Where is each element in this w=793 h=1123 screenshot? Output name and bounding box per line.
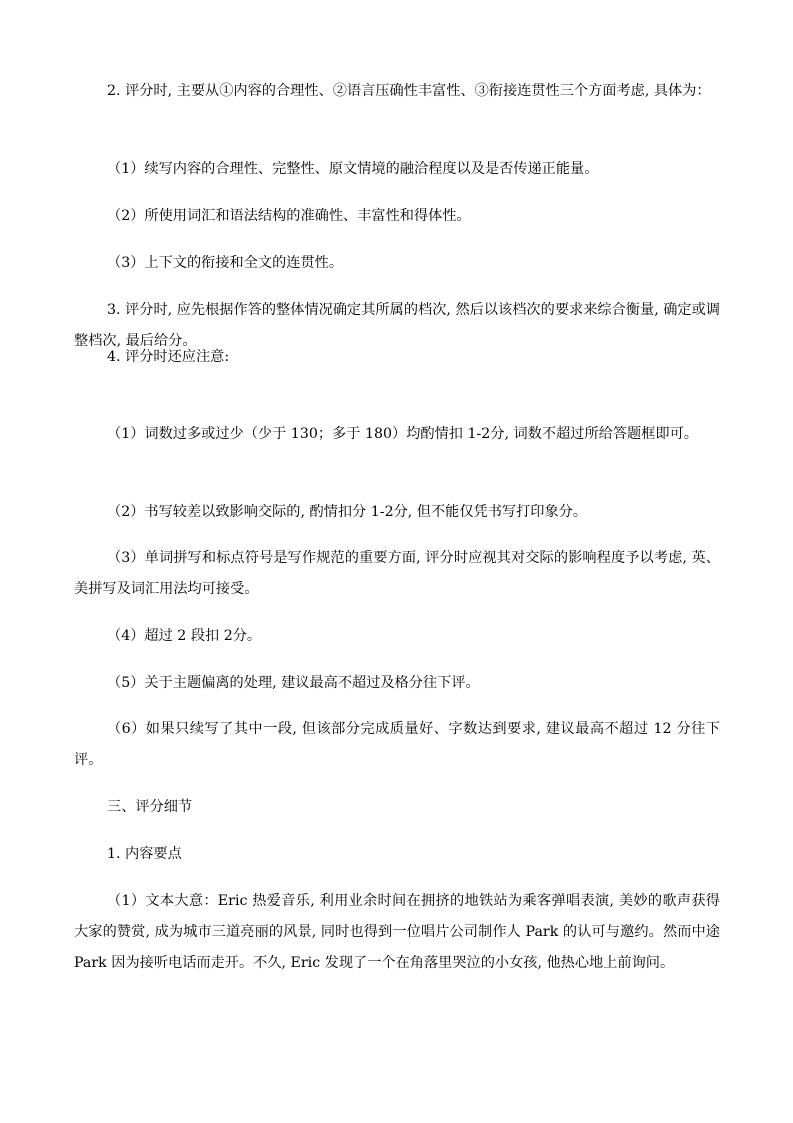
subheading-content-points: 1. 内容要点 — [107, 846, 182, 862]
paragraph-single-paragraph: （6）如果只续写了其中一段, 但该部分完成质量好、字数达到要求, 建议最高不超过 12 分往下评。 — [74, 721, 720, 768]
paragraph-scoring-aspects: 2. 评分时, 主要从①内容的合理性、②语言压确性丰富性、③衔接连贯性三个方面考虑, 具体为： — [107, 83, 711, 99]
paragraph-handwriting: （2）书写较差以致影响交际的, 酌情扣分 1-2分, 但不能仅凭书写打印象分。 — [107, 504, 588, 520]
paragraph-word-count: （1）词数过多或过少（少于 130；多于 180）均酌情扣 1-2分, 词数不超过所给答题框即可。 — [107, 426, 698, 442]
paragraph-coherence: （3）上下文的衔接和全文的连贯性。 — [107, 255, 344, 271]
paragraph-content-rationality: （1）续写内容的合理性、完整性、原文情境的融洽程度以及是否传递正能量。 — [107, 161, 599, 177]
paragraph-grading-level: 3. 评分时, 应先根据作答的整体情况确定其所属的档次, 然后以该档次的要求来综合衡量, 确定或调整档次, 最后给分。 — [74, 302, 720, 349]
paragraph-spelling-punctuation: （3）单词拼写和标点符号是写作规范的重要方面, 评分时应视其对交际的影响程度予以考虑, 英、美拼写及词汇用法均可接受。 — [74, 550, 720, 597]
section-heading-scoring-details: 三、评分细节 — [107, 799, 193, 815]
paragraph-paragraph-limit: （4）超过 2 段扣 2分。 — [107, 628, 262, 644]
paragraph-text-summary: （1）文本大意：Eric 热爱音乐, 利用业余时间在拥挤的地铁站为乘客弹唱表演, 美妙的歌声获得大家的赞赏, 成为城市三道亮丽的风景, 同时也得到一位唱片公司制作人 Park 的认可与邀约。然而中途 Park 因为接听电话而走开。不久, Eric 发现了一个在角落里哭泣的小女孩, 他热心地上前询问。 — [74, 893, 720, 971]
paragraph-topic-deviation: （5）关于主题偏离的处理, 建议最高不超过及格分往下评。 — [107, 675, 480, 691]
paragraph-notes-heading: 4. 评分时还应注意: — [107, 349, 230, 365]
paragraph-vocabulary-grammar: （2）所使用词汇和语法结构的准确性、丰富性和得体性。 — [107, 208, 471, 224]
